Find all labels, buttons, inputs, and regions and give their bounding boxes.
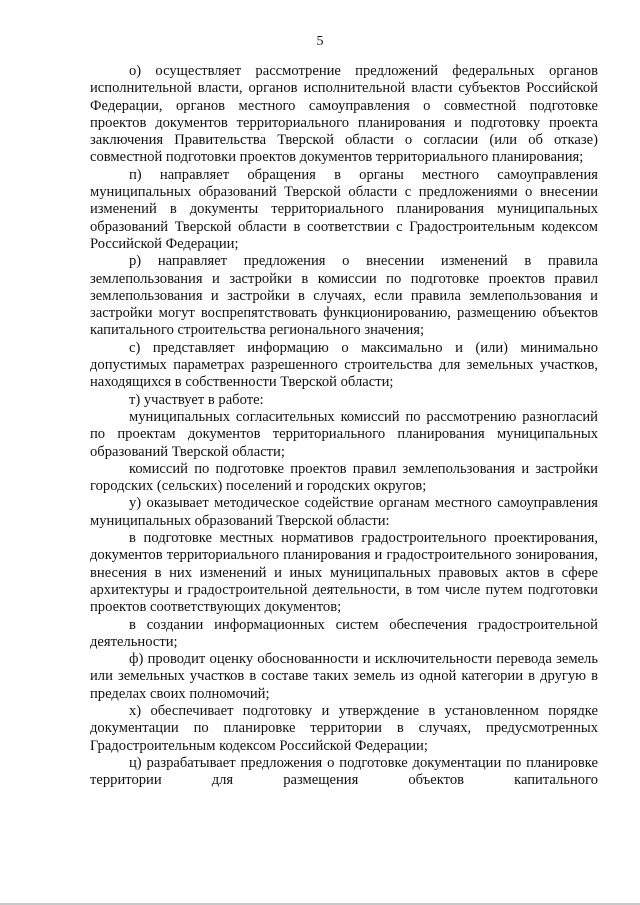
paragraph-f: ф) проводит оценку обоснованности и исключительности перевода земель или земельных участков в составе таких земель из одной категории в другую в пределах своих полномочий;	[90, 651, 598, 702]
paragraph-s: с) представляет информацию о максимально и (или) минимально допустимых параметрах разрешенного строительства для земельных участков, находящихся в собственности Тверской области;	[90, 339, 598, 391]
paragraph-t-item-2: комиссий по подготовке проектов правил землепользования и застройки городских (сельских) поселений и городских округов;	[90, 460, 598, 495]
paragraph-u-item-1: в подготовке местных нормативов градостроительного проектирования, документов территориального планирования и градостроительного зонирования, внесения в них изменений и иных муниципальных правовых актов в сфере архитектуры и градостроительной деятельности, в том числе путем подготовки проектов соответствующих документов;	[90, 530, 598, 616]
page-number: 5	[316, 34, 324, 49]
paragraph-t-item-1: муниципальных согласительных комиссий по рассмотрению разногласий по проектам документов территориального планирования муниципальных образований Тверской области;	[90, 408, 598, 460]
document-body	[90, 63, 598, 789]
paragraph-t: т) участвует в работе:	[129, 391, 264, 408]
paragraph-u-item-2: в создании информационных систем обеспечения градостроительной деятельности;	[90, 616, 598, 650]
paragraph-o: о) осуществляет рассмотрение предложений федеральных органов исполнительной власти, органов исполнительной власти субъектов Российской Федерации, органов местного самоуправления о совместной подготовке проектов документов территориального планирования и подготовку проекта заключения Правительства Тверской области о согласии (или об отказе) совместной подготовки проектов документов территориального планирования;	[90, 63, 598, 166]
paragraph-kh: х) обеспечивает подготовку и утверждение в установленном порядке документации по планировке территории в случаях, предусмотренных Градостроительным кодексом Российской Федерации;	[90, 702, 598, 754]
paragraph-u: у) оказывает методическое содействие органам местного самоуправления муниципальных образований Тверской области:	[90, 495, 598, 529]
paragraph-r: р) направляет предложения о внесении изменений в правила землепользования и застройки в комиссии по подготовке проектов правил землепользования и застройки в случаях, если правила землепользования и застройки могут воспрепятствовать функционированию, размещению объектов капитального строительства регионального значения;	[90, 253, 598, 339]
paragraph-p: п) направляет обращения в органы местного самоуправления муниципальных образований Тверской области с предложениями о внесении изменений в документы территориального планирования муниципальных образований Тверской области в соответствии с Градостроительным кодексом Российской Федерации;	[90, 166, 598, 252]
paragraph-ts: ц) разрабатывает предложения о подготовке документации по планировке территории для размещения объектов капитального	[90, 754, 598, 789]
